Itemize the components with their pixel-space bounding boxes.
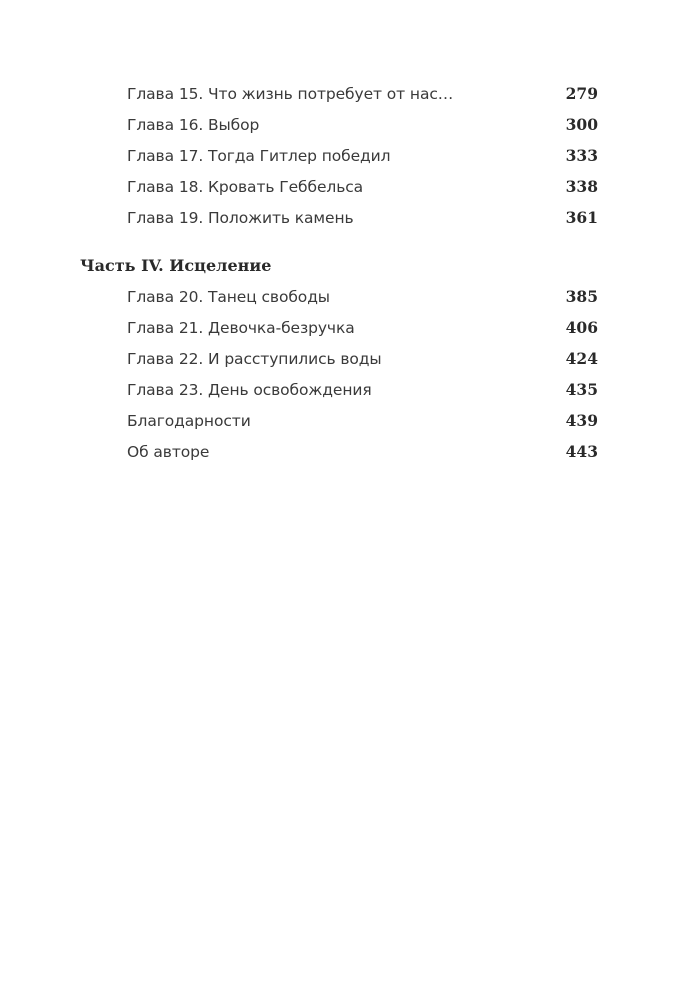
toc-entry-page: 333 [565,146,598,165]
toc-entry-page: 361 [565,208,598,227]
toc-entry-page: 443 [565,442,598,461]
toc-entry-title: Благодарности [127,412,251,430]
toc-entry[interactable] [0,287,676,318]
toc-entry-page: 435 [565,380,598,399]
toc-entry-title: Глава 20. Танец свободы [127,288,330,306]
toc-entry[interactable] [0,349,676,380]
part-heading[interactable]: Часть IV. Исцеление [80,256,272,275]
toc-entry-title: Глава 18. Кровать Геббельса [127,178,364,196]
toc-entry-page: 338 [565,177,598,196]
toc-entry[interactable] [0,208,676,239]
toc-entry-title: Глава 19. Положить камень [127,209,354,227]
toc-entry[interactable] [0,318,676,349]
toc-entry-title: Глава 17. Тогда Гитлер победил [127,147,391,165]
toc-entry-page: 385 [565,287,598,306]
toc-entry[interactable] [0,115,676,146]
toc-entry-title: Глава 16. Выбор [127,116,260,134]
toc-entry-page: 439 [565,411,598,430]
toc-entry-title: Об авторе [127,443,210,461]
toc-entry-page: 279 [565,84,598,103]
toc-entry-title: Глава 23. День освобождения [127,381,372,399]
toc-entry[interactable] [0,84,676,115]
toc-entry-title: Глава 15. Что жизнь потребует от нас… [127,85,454,103]
toc-entry[interactable] [0,442,676,473]
toc-list-part-iii [0,84,676,239]
toc-entry-title: Глава 21. Девочка-безручка [127,319,355,337]
toc-entry[interactable] [0,146,676,177]
toc-entry-page: 406 [565,318,598,337]
toc-entry-title: Глава 22. И расступились воды [127,350,382,368]
toc-entry[interactable] [0,177,676,208]
toc-entry-page: 300 [565,115,598,134]
toc-entry-page: 424 [565,349,598,368]
toc-entry[interactable] [0,411,676,442]
toc-entry[interactable] [0,380,676,411]
toc-list-part-iv [0,287,676,473]
